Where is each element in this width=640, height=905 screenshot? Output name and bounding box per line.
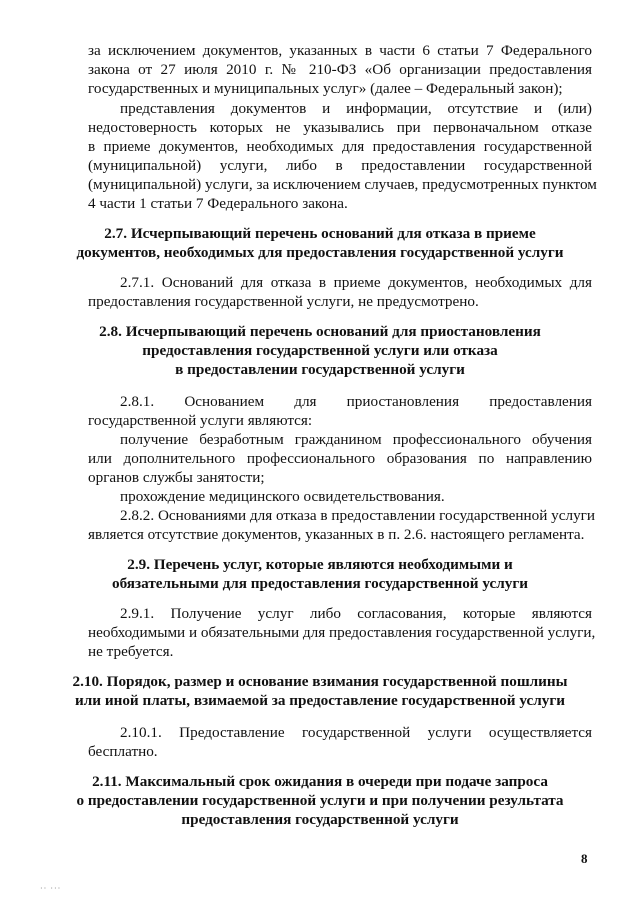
body-line: недостоверность которых не указывались при первоначальном отказе xyxy=(88,119,592,136)
section-heading: в предоставлении государственной услуги xyxy=(175,361,465,378)
section-heading: 2.7. Исчерпывающий перечень оснований для отказа в приеме xyxy=(104,225,536,242)
section-heading: 2.8. Исчерпывающий перечень оснований для приостановления xyxy=(99,323,541,340)
section-heading: обязательными для предоставления государственной услуги xyxy=(111,575,528,592)
body-line: 2.8.2. Основаниями для отказа в предоставлении государственной услуги xyxy=(120,507,596,524)
body-line: бесплатно. xyxy=(88,743,158,760)
section-heading: или иной платы, взимаемой за предоставление государственной услуги xyxy=(75,692,565,709)
section-heading: предоставления государственной услуги xyxy=(181,811,459,828)
section-heading: документов, необходимых для предоставления государственной услуги xyxy=(76,244,564,261)
body-line: 2.9.1. Получение услуг либо согласования, которые являются xyxy=(120,605,592,622)
body-line: прохождение медицинского освидетельствования. xyxy=(120,488,445,505)
body-line: является отсутствие документов, указанных в п. 2.6. настоящего регламента. xyxy=(88,526,585,543)
body-line: или дополнительного профессионального образования по направлению xyxy=(88,450,592,467)
body-line: предоставления государственной услуги, не предусмотрено. xyxy=(88,293,479,310)
body-line: государственной услуги являются: xyxy=(88,412,313,429)
scan-mark: ·· ··· xyxy=(40,884,62,893)
body-line: 4 части 1 статьи 7 Федерального закона. xyxy=(88,195,348,212)
section-heading: предоставления государственной услуги или отказа xyxy=(142,342,498,359)
body-line: за исключением документов, указанных в части 6 статьи 7 Федерального xyxy=(88,42,592,59)
section-heading: 2.11. Максимальный срок ожидания в очереди при подаче запроса xyxy=(92,773,548,790)
body-line: государственных и муниципальных услуг» (далее – Федеральный закон); xyxy=(88,80,563,97)
section-heading: 2.9. Перечень услуг, которые являются необходимыми и xyxy=(127,556,513,573)
body-line: (муниципальной) услуги, либо в предоставлении государственной xyxy=(88,157,592,174)
body-line: 2.8.1. Основанием для приостановления предоставления xyxy=(120,393,592,410)
section-heading: 2.10. Порядок, размер и основание взимания государственной пошлины xyxy=(72,673,568,690)
body-line: в приеме документов, необходимых для предоставления государственной xyxy=(88,138,592,155)
body-line: получение безработным гражданином профессионального обучения xyxy=(120,431,592,448)
body-line: не требуется. xyxy=(88,643,174,660)
body-line: 2.7.1. Оснований для отказа в приеме документов, необходимых для xyxy=(120,274,592,291)
body-line: представления документов и информации, отсутствие и (или) xyxy=(120,100,592,117)
body-line: (муниципальной) услуги, за исключением случаев, предусмотренных пунктом xyxy=(88,176,597,193)
body-line: органов службы занятости; xyxy=(88,469,265,486)
body-line: 2.10.1. Предоставление государственной услуги осуществляется xyxy=(120,724,592,741)
page-number: 8 xyxy=(581,851,588,866)
body-line: необходимыми и обязательными для предоставления государственной услуги, xyxy=(88,624,596,641)
body-line: закона от 27 июля 2010 г. № 210-ФЗ «Об организации предоставления xyxy=(88,61,592,78)
section-heading: о предоставлении государственной услуги и при получении результата xyxy=(76,792,564,809)
